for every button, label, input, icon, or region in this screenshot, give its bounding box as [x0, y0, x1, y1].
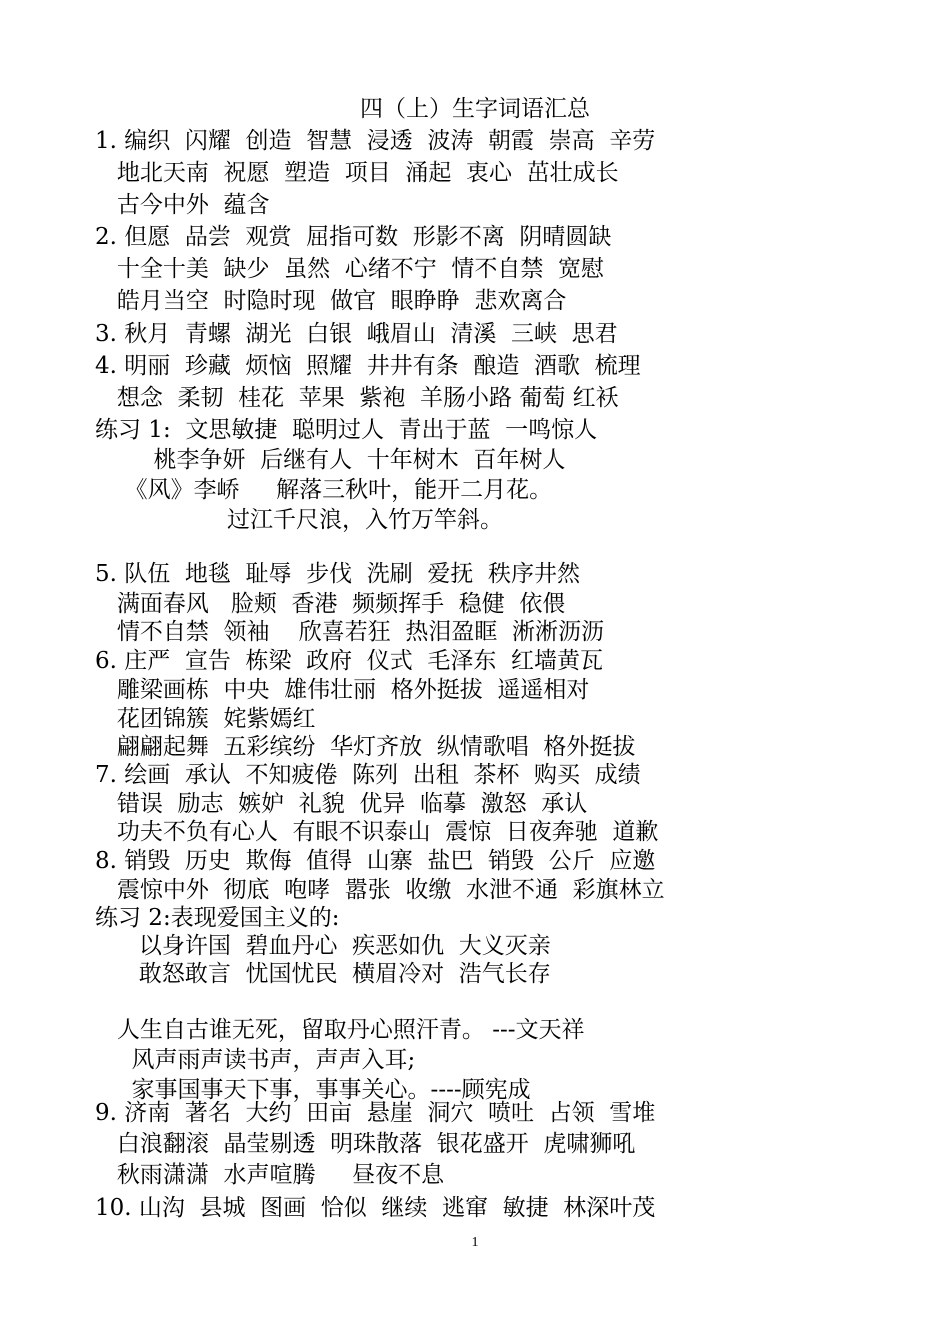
- text-line: 秋雨潇潇 水声喧腾 昼夜不息: [95, 1162, 445, 1188]
- text-line: 2. 但愿 品尝 观赏 屈指可数 形影不离 阴晴圆缺: [95, 224, 612, 250]
- text-line: 练习 1: 文思敏捷 聪明过人 青出于蓝 一鸣惊人: [95, 417, 598, 443]
- text-line: 地北天南 祝愿 塑造 项目 涌起 衷心 茁壮成长: [95, 160, 619, 186]
- page-number: 1: [471, 1235, 479, 1250]
- text-line: 古今中外 蕴含: [95, 192, 270, 218]
- page-title: 四（上）生字词语汇总: [360, 96, 590, 122]
- text-line: 功夫不负有心人 有眼不识泰山 震惊 日夜奔驰 道歉: [95, 819, 659, 845]
- text-line: 以身许国 碧血丹心 疾恶如仇 大义灭亲: [95, 933, 551, 959]
- text-line: 10. 山沟 县城 图画 恰似 继续 逃窜 敏捷 林深叶茂: [95, 1195, 656, 1221]
- text-line: 错误 励志 嫉妒 礼貌 优异 临摹 激怒 承认: [95, 791, 588, 817]
- text-line: 3. 秋月 青螺 湖光 白银 峨眉山 清溪 三峡 思君: [95, 321, 618, 347]
- text-line: 雕梁画栋 中央 雄伟壮丽 格外挺拔 遥遥相对: [95, 677, 590, 703]
- text-line: 1. 编织 闪耀 创造 智慧 浸透 波涛 朝霞 崇高 辛劳: [95, 128, 656, 154]
- text-line: 《风》李峤 解落三秋叶，能开二月花。: [110, 477, 553, 503]
- text-line: 想念 柔韧 桂花 苹果 紫袍 羊肠小路 葡萄 红袄: [95, 385, 619, 411]
- text-line: 练习 2:表现爱国主义的:: [95, 905, 340, 931]
- text-line: 花团锦簇 姹紫嫣红: [95, 706, 316, 732]
- text-line: 震惊中外 彻底 咆哮 嚣张 收缴 水泄不通 彩旗林立: [95, 877, 665, 903]
- text-line: 风声雨声读书声，声声入耳;: [95, 1047, 416, 1073]
- text-line: 4. 明丽 珍藏 烦恼 照耀 井井有条 酿造 酒歌 梳理: [95, 353, 641, 379]
- text-line: 6. 庄严 宣告 栋梁 政府 仪式 毛泽东 红墙黄瓦: [95, 648, 603, 674]
- text-line: 满面春风 脸颊 香港 频频挥手 稳健 依偎: [95, 591, 566, 617]
- text-line: 敢怒敢言 忧国忧民 横眉冷对 浩气长存: [95, 961, 551, 987]
- text-line: 9. 济南 著名 大约 田亩 悬崖 洞穴 喷吐 占领 雪堆: [95, 1100, 656, 1126]
- text-line: 家事国事天下事，事事关心。----顾宪成: [95, 1077, 531, 1103]
- text-line: 皓月当空 时隐时现 做官 眼睁睁 悲欢离合: [95, 288, 567, 314]
- text-line: 翩翩起舞 五彩缤纷 华灯齐放 纵情歌唱 格外挺拔: [95, 734, 636, 760]
- text-line: 8. 销毁 历史 欺侮 值得 山寨 盐巴 销毁 公斤 应邀: [95, 848, 656, 874]
- text-line: 白浪翻滚 晶莹剔透 明珠散落 银花盛开 虎啸狮吼: [95, 1131, 636, 1157]
- text-line: 5. 队伍 地毯 耻辱 步伐 洗刷 爱抚 秩序井然: [95, 561, 580, 587]
- text-line: 人生自古谁无死，留取丹心照汗青。 ---文天祥: [95, 1017, 585, 1043]
- text-line: 7. 绘画 承认 不知疲倦 陈列 出租 茶杯 购买 成绩: [95, 762, 641, 788]
- text-line: 十全十美 缺少 虽然 心绪不宁 情不自禁 宽慰: [95, 256, 605, 282]
- text-line: 过江千尺浪，入竹万竿斜。: [110, 507, 503, 533]
- text-line: 桃李争妍 后继有人 十年树木 百年树人: [95, 447, 566, 473]
- text-line: 情不自禁 领袖 欣喜若狂 热泪盈眶 淅淅沥沥: [95, 619, 605, 645]
